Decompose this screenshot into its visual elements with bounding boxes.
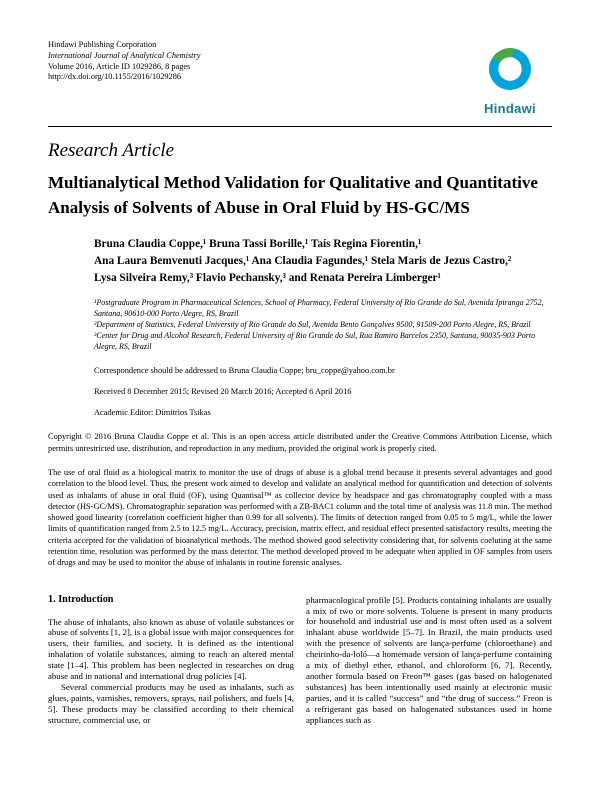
correspondence-line: Correspondence should be addressed to Bruna Claudia Coppe; bru_coppe@yahoo.com.br [94, 366, 395, 375]
affiliation: ¹Postgraduate Program in Pharmaceutical Sciences, School of Pharmacy, Federal University of Rio Grande do Sul, Avenida Ipiranga 2752, Santana, 90610-000 Porto Alegre, RS, Brazil [94, 298, 544, 318]
hindawi-logo-icon [485, 44, 535, 94]
affiliations-block [94, 297, 552, 352]
article-id-line: Volume 2016, Article ID 1029286, 8 pages [48, 61, 191, 71]
abstract-text: The use of oral fluid as a biological matrix to monitor the use of drugs of abuse is a global trend because it presents several advantages and good correlation to the blood level. Thus, the present work aimed to develop and validate an analytical method for quantification and detection of solvents used as inhalants of abuse in oral fluid (OF), using Quantisal™ as collector device by headspace and gas chromatography coupled with a mass detector (HS-GC/MS). Chromatographic separation was performed with a ZB-BAC1 column and the total time of analysis was 11.8 min. The method showed good linearity (correlation coefficient higher than 0.99 for all solvents). The limits of detection ranged from 0.05 to 5 mg/L, while the lower limits of quantification ranged from 2.5 to 12.5 mg/L. Accuracy, precision, matrix effect, and residual effect presented satisfactory results, meeting the criteria accepted for the validation of bioanalytical methods. The method showed good selectivity considering that, for solvents coeluting at the same retention time, resolution was performed by the mass detector. The method developed proved to be adequate when applied in OF samples from users of drugs and may be used to monitor the abuse of inhalants in routine forensic analyses. [48, 468, 552, 568]
page-title: Multianalytical Method Validation for Qualitative and Quantitative Analysis of Solvents of Abuse in Oral Fluid by HS-GC/MS [48, 173, 538, 217]
body-columns [48, 595, 552, 726]
column-left [48, 595, 294, 726]
hindawi-wordmark: Hindawi [484, 101, 536, 116]
publisher-line: Hindawi Publishing Corporation [48, 40, 157, 49]
authors-block [94, 236, 552, 287]
journal-name: International Journal of Analytical Chemistry [48, 50, 201, 60]
academic-editor-line: Academic Editor: Dimitrios Tsikas [94, 408, 211, 417]
hindawi-logo [468, 44, 552, 116]
article-history-line: Received 8 December 2015; Revised 20 March 2016; Accepted 6 April 2016 [94, 387, 352, 396]
intro-paragraph-1: The abuse of inhalants, also known as abuse of volatile substances or abuse of solvents [1, 2], is a global issue with major consequences for users, their families, and society. It is defined as the intentional inhalation of volatile substances, aiming to reach an altered mental state [1–4]. This problem has been neglected in researches on drug abuse and in national and international drug policies [4]. [48, 616, 294, 682]
authors-line: Lysa Silveira Remy,³ Flavio Pechansky,³ and Renata Pereira Limberger¹ [94, 272, 441, 284]
intro-paragraph-continued: pharmacological profile [5]. Products containing inhalants are usually a mix of two or more solvents. Toluene is present in many products for household and industrial use and is most often used as a solvent inhalant abuse worldwide [5–7]. In Brazil, the main products used with the presence of solvents are lança-perfume (chloroethane) and cheirinho-da-loló—a homemade version of lança-perfume containing a mix of diethyl ether, ethanol, and chloroform [6, 7]. Recently, another formula based on Freon™ gases (gas based on halogenated substances) has been intentionally used mainly at electronic music parties, and it is called “success” and “the drug of success.” Freon is a refrigerant gas based on halogenated substances used in home appliances such as [306, 594, 552, 725]
column-right [306, 595, 552, 726]
publisher-block [48, 40, 200, 83]
article-type-label: Research Article [48, 140, 175, 161]
copyright-text: Copyright © 2016 Bruna Claudia Coppe et al. This is an open access article distributed under the Creative Commons Attribution License, which permits unrestricted use, distribution, and reproduction in any medium, provided the original work is properly cited. [48, 432, 552, 453]
header-divider [48, 126, 552, 127]
page-header [48, 40, 552, 116]
affiliation: ²Department of Statistics, Federal University of Rio Grande do Sul, Avenida Bento Gonçalves 9500, 91509-200 Porto Alegre, RS, Brazil [94, 320, 531, 329]
authors-line: Ana Laura Bemvenuti Jacques,¹ Ana Claudia Fagundes,¹ Stela Maris de Jezus Castro,² [94, 255, 512, 267]
doi-url: http://dx.doi.org/10.1155/2016/1029286 [48, 72, 181, 82]
authors-line: Bruna Claudia Coppe,¹ Bruna Tassi Borille,¹ Taís Regina Fiorentin,¹ [94, 238, 422, 250]
section-heading-introduction: 1. Introduction [48, 593, 114, 605]
affiliation: ³Center for Drug and Alcohol Research, Federal University of Rio Grande do Sul, Rua Ramiro Barcelos 2350, Santana, 90035-903 Porto Alegre, RS, Brazil [94, 331, 536, 351]
intro-paragraph-2: Several commercial products may be used as inhalants, such as glues, paints, varnishes, removers, sprays, nail polishers, and fuels [4, 5]. These products may be classified according to their chemical structure, commercial use, or [48, 682, 294, 725]
